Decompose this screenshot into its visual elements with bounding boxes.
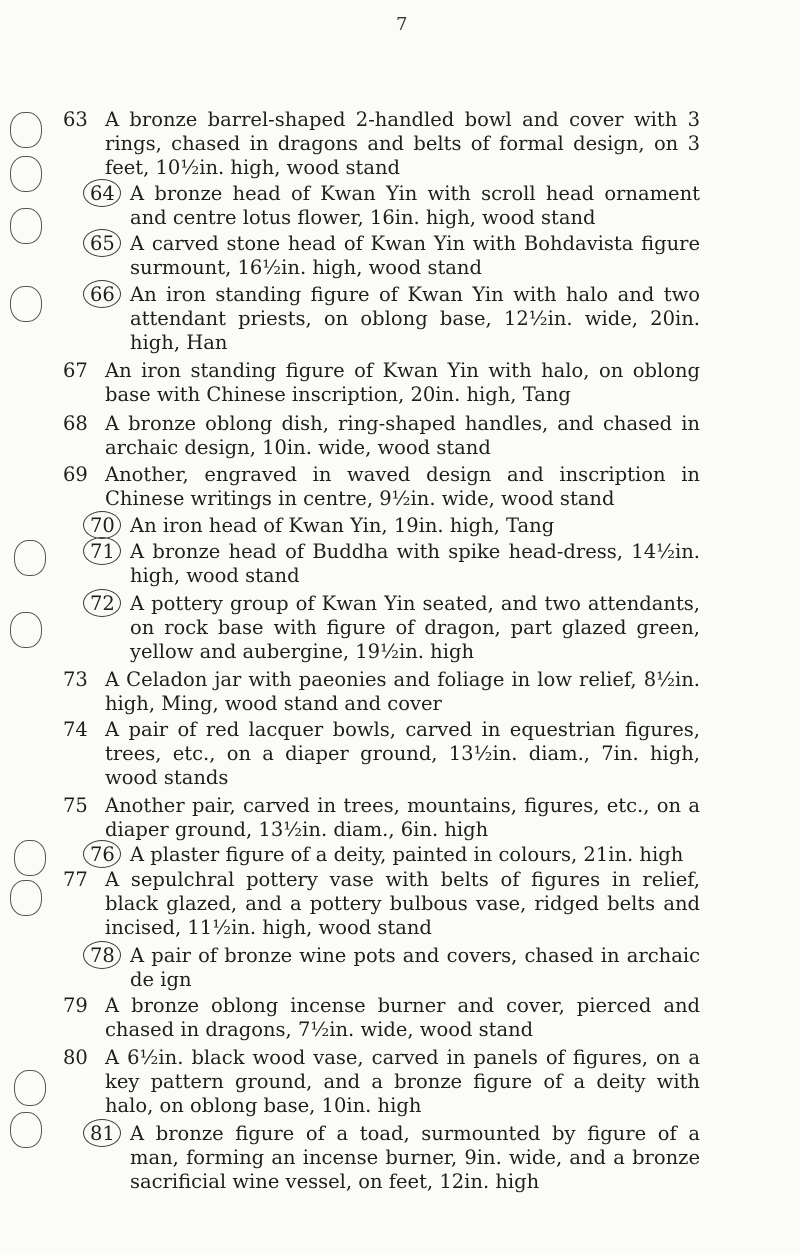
lot-number: 77 [63,868,88,891]
lot-description: A plaster figure of a deity, painted in colours, 21in. high [130,843,684,866]
lot-description: A 6½in. black wood vase, carved in panels of figures, on a key pattern ground, and a bronze figure of a deity with halo, on oblong base, 10in. high [105,1046,700,1118]
lot-description: An iron standing figure of Kwan Yin with halo and two attendant priests, on oblong base, 12½in. wide, 20in. high, Han [130,283,700,355]
lot-number: 79 [63,994,88,1017]
margin-sketch [10,880,42,916]
margin-sketch [14,1070,46,1106]
lot-description: An iron standing figure of Kwan Yin with halo, on oblong base with Chinese inscription, 20in. high, Tang [105,359,700,407]
lot-number: 69 [63,463,88,486]
margin-sketch [10,612,42,648]
lot-description: Another, engraved in waved design and inscription in Chinese writings in centre, 9½in. wide, wood stand [105,463,700,511]
lot-description: A pair of bronze wine pots and covers, chased in archaic de ign [130,944,700,992]
lot-description: A bronze head of Buddha with spike head-dress, 14½in. high, wood stand [130,540,700,588]
margin-sketch [10,208,42,244]
lot-number: 73 [63,668,88,691]
lot-description: A sepulchral pottery vase with belts of figures in relief, black glazed, and a pottery bulbous vase, ridged belts and incised, 11½in. high, wood stand [105,868,700,940]
margin-sketch [10,112,42,148]
margin-sketch [14,540,46,576]
lot-number: 63 [63,108,88,131]
lot-number: 64 [90,182,115,205]
lot-description: A bronze barrel-shaped 2-handled bowl and cover with 3 rings, chased in dragons and belts of formal design, on 3 feet, 10½in. high, wood stand [105,108,700,180]
lot-number: 75 [63,794,88,817]
lot-description: A carved stone head of Kwan Yin with Bohdavista figure surmount, 16½in. high, wood stand [130,232,700,280]
margin-sketch [14,840,46,876]
lot-description: A pair of red lacquer bowls, carved in equestrian figures, trees, etc., on a diaper ground, 13½in. diam., 7in. high, wood stands [105,718,700,790]
lot-description: A bronze figure of a toad, surmounted by figure of a man, forming an incense burner, 9in. wide, and a bronze sacrificial wine vessel, on feet, 12in. high [130,1122,700,1194]
margin-sketch [10,156,42,192]
lot-number: 74 [63,718,88,741]
lot-description: A bronze head of Kwan Yin with scroll head ornament and centre lotus flower, 16in. high, wood stand [130,182,700,230]
margin-sketch [10,286,42,322]
lot-description: Another pair, carved in trees, mountains, figures, etc., on a diaper ground, 13½in. diam., 6in. high [105,794,700,842]
lot-number: 68 [63,412,88,435]
lot-number: 76 [90,843,115,866]
lot-description: A pottery group of Kwan Yin seated, and two attendants, on rock base with figure of dragon, part glazed green, yellow and aubergine, 19½in. high [130,592,700,664]
lot-number: 70 [90,514,115,537]
lot-description: A bronze oblong dish, ring-shaped handles, and chased in archaic design, 10in. wide, wood stand [105,412,700,460]
lot-number: 72 [90,592,115,615]
lot-number: 67 [63,359,88,382]
lot-number: 80 [63,1046,88,1069]
lot-number: 78 [90,944,115,967]
lot-number: 65 [90,232,115,255]
page-number: 7 [396,14,408,35]
lot-number: 71 [90,540,115,563]
lot-number: 66 [90,283,115,306]
lot-description: An iron head of Kwan Yin, 19in. high, Tang [130,514,555,537]
lot-number: 81 [90,1122,115,1145]
margin-sketch [10,1112,42,1148]
lot-description: A Celadon jar with paeonies and foliage in low relief, 8½in. high, Ming, wood stand and cover [105,668,700,716]
lot-description: A bronze oblong incense burner and cover, pierced and chased in dragons, 7½in. wide, wood stand [105,994,700,1042]
